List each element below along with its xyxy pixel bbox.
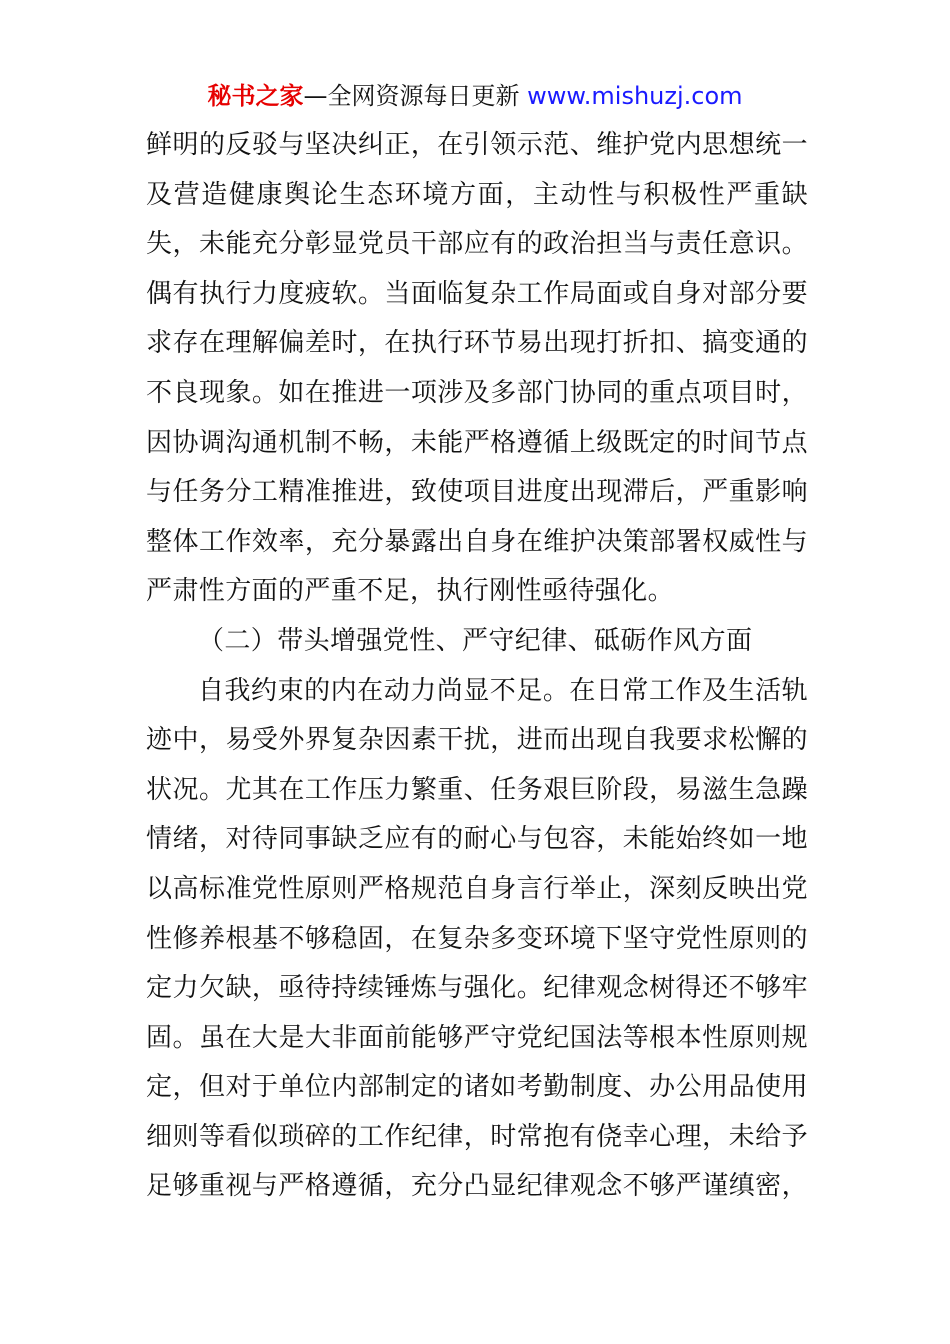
text-line: 严肃性方面的严重不足，执行刚性亟待强化。 [146, 576, 675, 607]
text-line: 状况。尤其在工作压力繁重、任务艰巨阶段，易滋生急躁 [146, 774, 808, 805]
text-line: 情绪，对待同事缺乏应有的耐心与包容，未能始终如一地 [146, 824, 808, 855]
text-line: 求存在理解偏差时，在执行环节易出现打折扣、搞变通的 [146, 328, 808, 359]
text-line: 固。虽在大是大非面前能够严守党纪国法等根本性原则规 [146, 1022, 808, 1053]
text-line: 失，未能充分彰显党员干部应有的政治担当与责任意识。 [146, 229, 808, 260]
site-url-link[interactable]: www.mishuzj.com [527, 82, 743, 110]
text-line: 及营造健康舆论生态环境方面，主动性与积极性严重缺 [146, 179, 808, 210]
text-line: 迹中，易受外界复杂因素干扰，进而出现自我要求松懈的 [146, 725, 808, 756]
text-line: 鲜明的反驳与坚决纠正，在引领示范、维护党内思想统一 [146, 130, 808, 160]
page-header [0, 78, 950, 114]
section-heading: （二）带头增强党性、严守纪律、砥砺作风方面 [198, 625, 753, 656]
text-line: 自我约束的内在动力尚显不足。在日常工作及生活轨 [198, 675, 808, 706]
text-line: 定力欠缺，亟待持续锤炼与强化。纪律观念树得还不够牢 [146, 973, 808, 1004]
text-line: 细则等看似琐碎的工作纪律，时常抱有侥幸心理，未给予 [146, 1121, 808, 1152]
text-line: 与任务分工精准推进，致使项目进度出现滞后，严重影响 [146, 477, 808, 508]
text-line: 足够重视与严格遵循，充分凸显纪律观念不够严谨缜密， [146, 1171, 808, 1202]
text-line: 整体工作效率，充分暴露出自身在维护决策部署权威性与 [146, 526, 808, 557]
text-line: 因协调沟通机制不畅，未能严格遵循上级既定的时间节点 [146, 427, 808, 458]
document-body [146, 121, 808, 1212]
header-tagline: —全网资源每日更新 [303, 82, 520, 110]
text-line: 不良现象。如在推进一项涉及多部门协同的重点项目时， [146, 377, 808, 408]
text-line: 偶有执行力度疲软。当面临复杂工作局面或自身对部分要 [146, 278, 808, 309]
text-line: 定，但对于单位内部制定的诸如考勤制度、办公用品使用 [146, 1072, 808, 1103]
text-line: 性修养根基不够稳固，在复杂多变环境下坚守党性原则的 [146, 923, 808, 954]
brand-name: 秘书之家 [207, 82, 304, 110]
text-line: 以高标准党性原则严格规范自身言行举止，深刻反映出党 [146, 873, 808, 904]
